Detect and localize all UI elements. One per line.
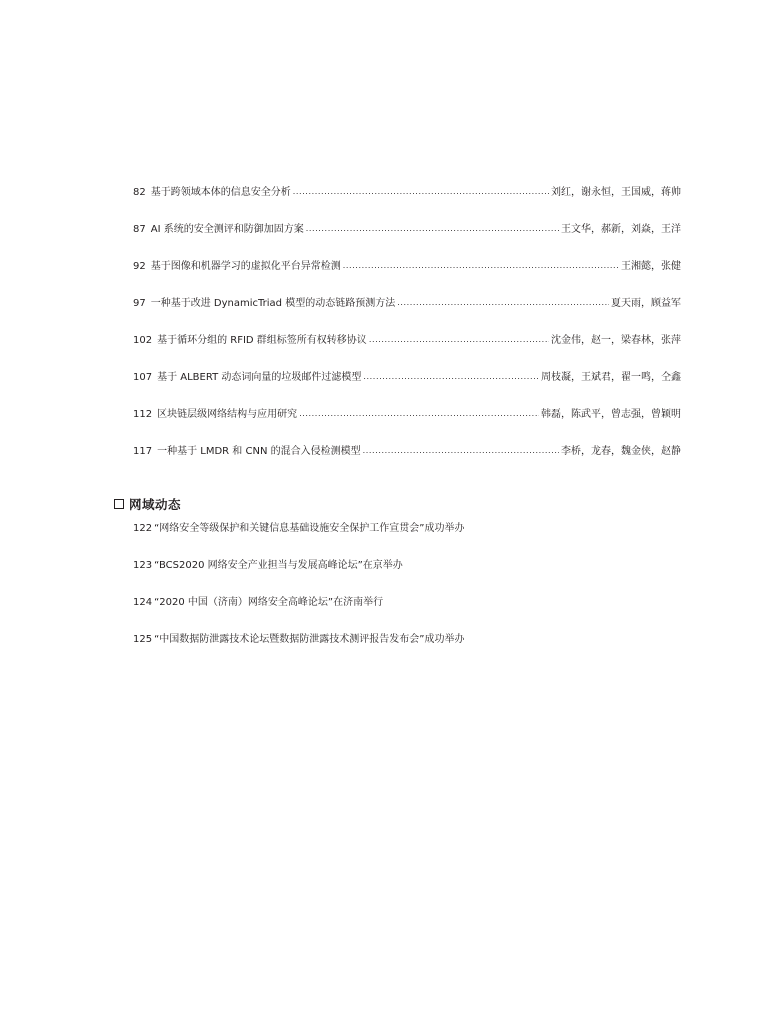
- toc-page-number: 117: [133, 446, 153, 457]
- news-item[interactable]: [133, 633, 714, 670]
- toc-dot-leader: [293, 185, 549, 199]
- toc-entry[interactable]: [133, 445, 681, 482]
- toc-article-title: 基于跨领域本体的信息安全分析: [150, 187, 291, 198]
- toc-authors: 刘红，谢永恒，王国威，蒋帅: [551, 187, 681, 198]
- toc-entry[interactable]: [133, 408, 681, 445]
- news-page-number: 125: [133, 634, 153, 645]
- news-title: “中国数据防泄露技术论坛暨数据防泄露技术测评报告发布会”成功举办: [154, 634, 465, 645]
- toc-authors: 王文华，郝新，刘焱，王洋: [561, 224, 681, 235]
- toc-article-title: 基于循环分组的 RFID 群组标签所有权转移协议: [157, 335, 367, 346]
- news-item[interactable]: [133, 522, 714, 559]
- table-of-contents: [133, 186, 681, 482]
- toc-entry[interactable]: [133, 260, 681, 297]
- toc-dot-leader: [306, 222, 559, 236]
- toc-entry[interactable]: [133, 186, 681, 223]
- toc-authors: 韩磊，陈武平，曾志强，曾颖明: [541, 409, 681, 420]
- section-heading: 网域动态: [129, 497, 182, 512]
- toc-article-title: 区块链层级网络结构与应用研究: [157, 409, 298, 420]
- toc-dot-leader: [363, 444, 559, 458]
- toc-authors: 李桥，龙春，魏金侠，赵静: [561, 446, 681, 457]
- news-page-number: 122: [133, 523, 153, 534]
- toc-article-title: 基于图像和机器学习的虚拟化平台异常检测: [150, 261, 341, 272]
- toc-article-title: 基于 ALBERT 动态词向量的垃圾邮件过滤模型: [157, 372, 362, 383]
- toc-article-title: 一种基于 LMDR 和 CNN 的混合入侵检测模型: [157, 446, 361, 457]
- toc-dot-leader: [343, 259, 619, 273]
- news-item[interactable]: [133, 559, 714, 596]
- news-title: “BCS2020 网络安全产业担当与发展高峰论坛”在京举办: [154, 560, 403, 571]
- toc-page-number: 102: [133, 335, 153, 346]
- toc-page-number: 97: [133, 298, 146, 309]
- toc-authors: 王湘懿，张健: [621, 261, 681, 272]
- section-header: [114, 495, 714, 513]
- news-section: [114, 495, 714, 670]
- square-box-icon: [114, 499, 124, 509]
- toc-authors: 沈金伟，赵一，梁春林，张萍: [551, 335, 681, 346]
- toc-article-title: 一种基于改进 DynamicTriad 模型的动态链路预测方法: [150, 298, 396, 309]
- toc-dot-leader: [299, 407, 539, 421]
- toc-page-number: 82: [133, 187, 146, 198]
- toc-authors: 周枝凝，王斌君，翟一鸣，仝鑫: [541, 372, 681, 383]
- news-page-number: 124: [133, 597, 153, 608]
- news-page-number: 123: [133, 560, 153, 571]
- toc-authors: 夏天雨，顾益军: [611, 298, 681, 309]
- toc-page-number: 112: [133, 409, 153, 420]
- toc-page-number: 92: [133, 261, 146, 272]
- news-item[interactable]: [133, 596, 714, 633]
- toc-dot-leader: [369, 333, 549, 347]
- toc-entry[interactable]: [133, 334, 681, 371]
- toc-entry[interactable]: [133, 223, 681, 260]
- toc-entry[interactable]: [133, 371, 681, 408]
- toc-dot-leader: [397, 296, 609, 310]
- news-title: “网络安全等级保护和关键信息基础设施安全保护工作宣贯会”成功举办: [154, 523, 465, 534]
- news-title: “2020 中国（济南）网络安全高峰论坛”在济南举行: [154, 597, 384, 608]
- toc-page-number: 107: [133, 372, 153, 383]
- toc-dot-leader: [363, 370, 539, 384]
- toc-page-number: 87: [133, 224, 146, 235]
- toc-article-title: AI 系统的安全测评和防御加固方案: [150, 224, 304, 235]
- toc-entry[interactable]: [133, 297, 681, 334]
